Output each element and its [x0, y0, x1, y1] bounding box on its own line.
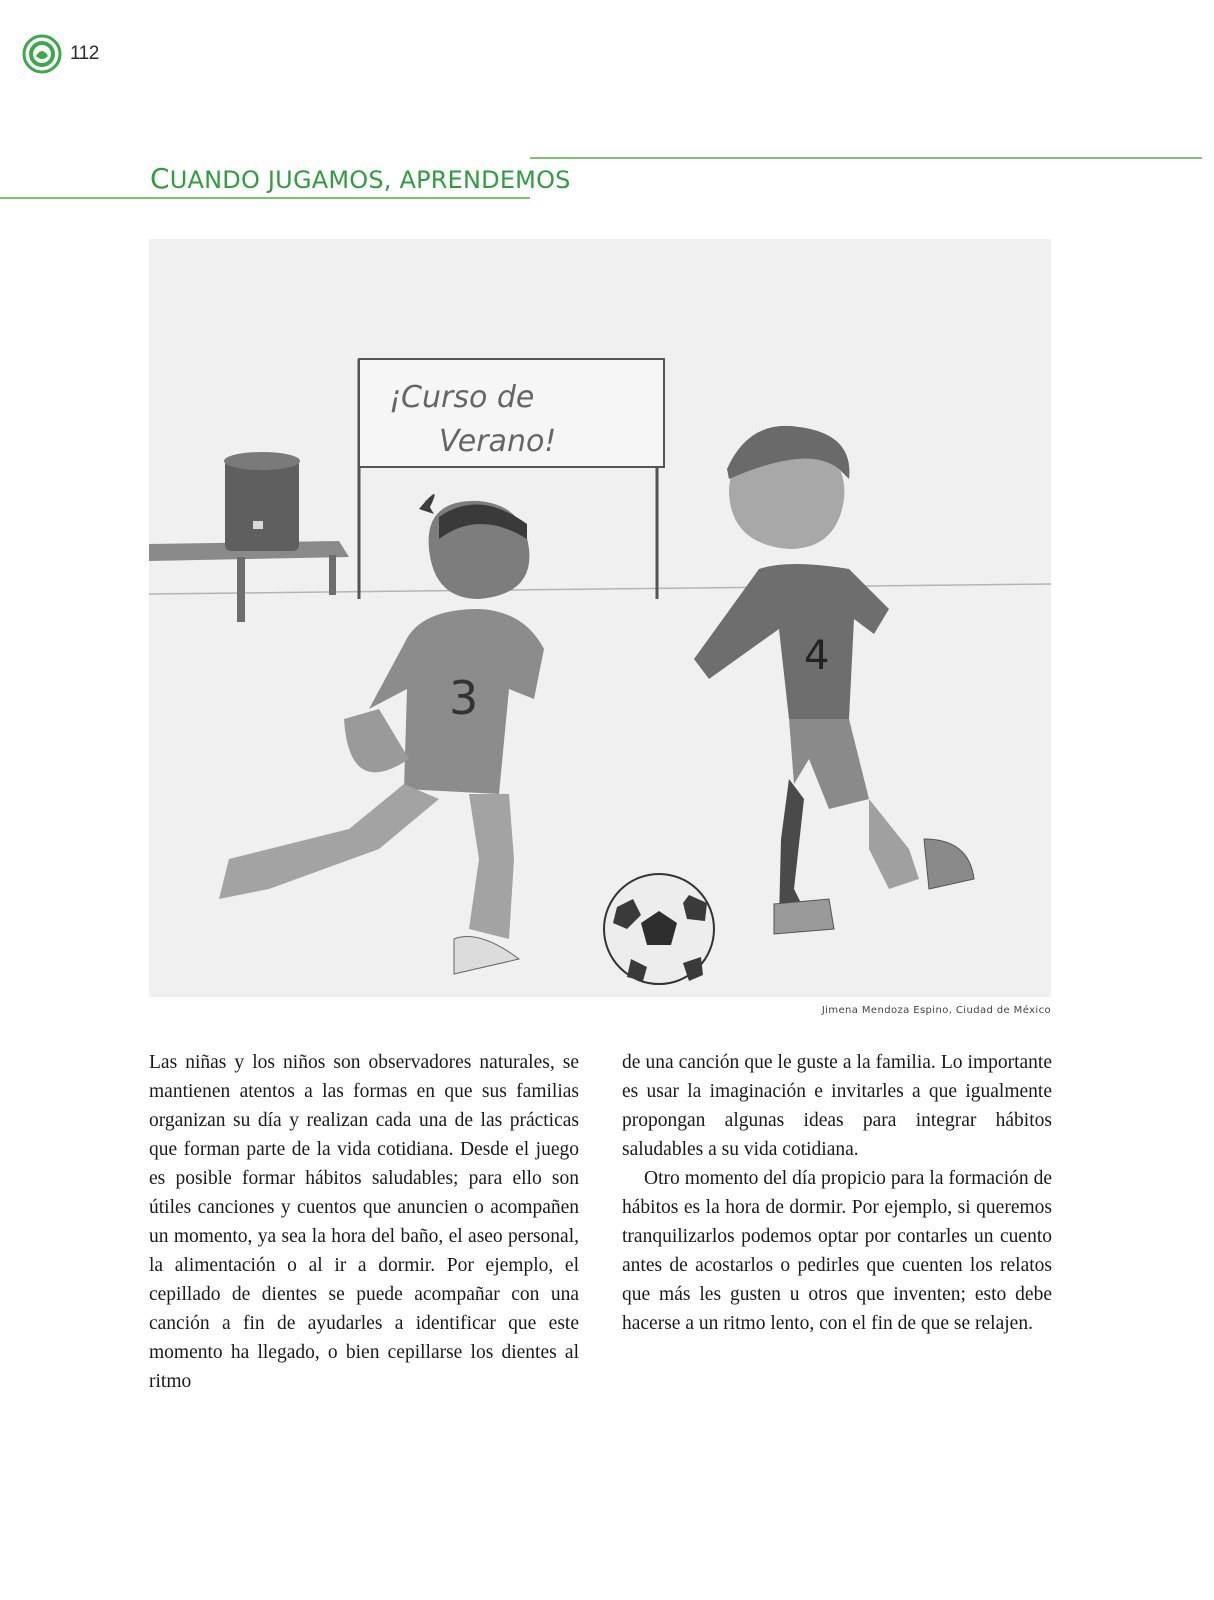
section-title-initial: C	[150, 162, 170, 195]
banner-text-line1: ¡Curso de	[389, 380, 535, 415]
body-paragraph-right-2: Otro momento del día propicio para la formación de hábitos es la hora de dormir. Por ejemplo, si queremos tranquilizarlos podemos optar por contarles un cuento antes de acostarlos o pedirles que cuenten los relatos que más les gusten u otros que inventen; esto debe hacerse a un ritmo lento, con el fin de que se relajen.	[622, 1168, 1052, 1334]
page-header	[22, 26, 99, 82]
body-paragraph-right-1: de una canción que le guste a la familia. Lo importante es usar la imaginación e invitarles a que igualmente propongan algunas ideas para integrar hábitos saludables a su vida cotidiana.	[622, 1052, 1052, 1160]
header-rule-left	[0, 197, 530, 199]
header-rule-right	[530, 157, 1202, 159]
children-soccer-illustration	[149, 239, 1051, 997]
children-playing-soccer-drawing	[149, 239, 1051, 997]
section-title-rest: UANDO JUGAMOS, APRENDEMOS	[169, 166, 571, 194]
girl-shirt-number: 3	[449, 671, 479, 725]
circular-green-emblem-icon	[22, 34, 62, 74]
illustration-caption: Jimena Mendoza Espino, Ciudad de México	[821, 1005, 1051, 1016]
banner-text-line2: Verano!	[439, 424, 557, 459]
section-title	[150, 162, 571, 195]
body-column-right	[622, 1048, 1052, 1338]
soccer-ball-drawing	[604, 874, 714, 984]
boy-shirt-number: 4	[804, 633, 830, 679]
body-column-left	[149, 1048, 579, 1396]
body-paragraph-left: Las niñas y los niños son observadores naturales, se mantienen atentos a las formas en que sus familias organizan su día y realizan cada una de las prácticas que forman parte de la vida cotidiana. Desde el juego es posible formar hábitos saludables; para ello son útiles canciones y cuentos que anuncien o acompañen un momento, ya sea la hora del baño, el aseo personal, la alimentación o al ir a dormir. Por ejemplo, el cepillado de dientes se puede acompañar con una canción a fin de ayudarles a identificar que este momento ha llegado, o bien cepillarse los dientes al ritmo	[149, 1052, 579, 1392]
page-number: 112	[70, 43, 99, 64]
